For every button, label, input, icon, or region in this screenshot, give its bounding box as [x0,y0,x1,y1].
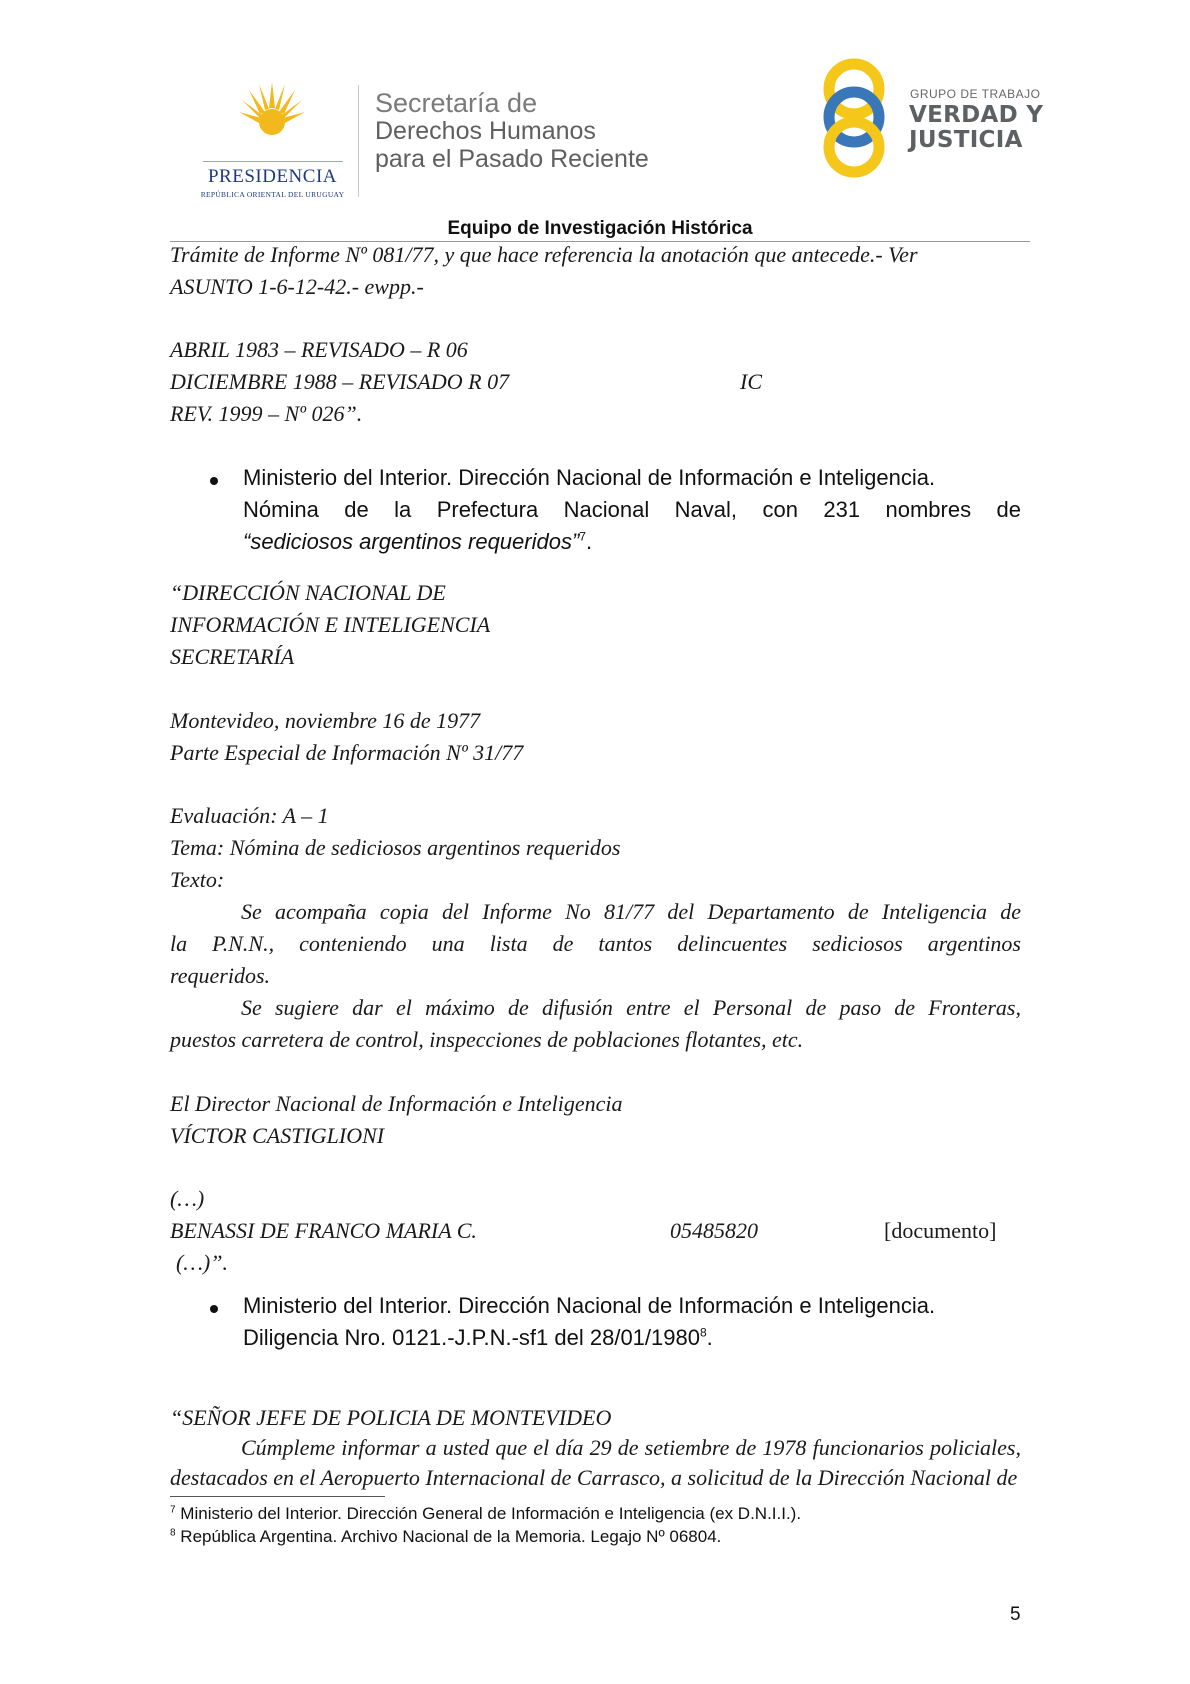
revision-line3: REV. 1999 – Nº 026”. [170,401,363,426]
list-row-document: [documento] [884,1218,997,1243]
revision-ic: IC [740,369,762,394]
bullet-1 [210,477,218,485]
q1-par1-line2: la P.N.N., conteniendo una lista de tantos delincuentes sediciosos argentinos [170,931,1021,956]
footnote-ref-8[interactable]: 8 [699,1325,707,1340]
q1-line1: “DIRECCIÓN NACIONAL DE [170,580,446,605]
revision-line1: ABRIL 1983 – REVISADO – R 06 [170,337,468,362]
bullet2-text: Diligencia Nro. 0121.-J.P.N.-sf1 del 28/01/1980 [243,1325,700,1350]
q1-line3: SECRETARÍA [170,644,295,669]
bullet-2 [210,1305,218,1313]
grupo-big-label-1: VERDAD Y [909,102,1044,128]
presidencia-subtitle: REPÚBLICA ORIENTAL DEL URUGUAY [200,190,345,199]
list-row-number: 05485820 [670,1218,758,1243]
ellipsis-1: (…) [170,1186,205,1211]
presidencia-logo [195,80,350,200]
q1-texto: Texto: [170,867,225,892]
bullet2-line1: Ministerio del Interior. Dirección Nacional de Información e Inteligencia. [243,1293,936,1318]
footnote-8-text: República Argentina. Archivo Nacional de la Memoria. Legajo Nº 06804. [180,1527,722,1546]
grupo-small-label: GRUPO DE TRABAJO [910,87,1041,101]
bullet1-quote: “sediciosos argentinos requeridos” [243,529,580,554]
secretaria-line2: Derechos Humanos [375,117,596,145]
list-row-name: BENASSI DE FRANCO MARIA C. [170,1218,477,1243]
q1-signature-title: El Director Nacional de Información e Inteligencia [170,1091,623,1116]
footnote-ref-7[interactable]: 7 [579,529,586,544]
q1-par1-line1: Se acompaña copia del Informe No 81/77 del Departamento de Inteligencia de [241,899,1021,924]
bullet1-line2: Nómina de la Prefectura Nacional Naval, con 231 nombres de [243,497,1021,522]
q1-parte: Parte Especial de Información Nº 31/77 [170,740,524,765]
team-title: Equipo de Investigación Histórica [447,218,753,239]
grupo-verdad-justicia-logo [820,55,1050,185]
footnote-8-num: 8 [170,1527,176,1539]
header-divider [358,85,359,197]
q2-line1: “SEÑOR JEFE DE POLICIA DE MONTEVIDEO [170,1405,612,1430]
q1-par2-line2: puestos carretera de control, inspecciones de poblaciones flotantes, etc. [170,1027,804,1052]
q1-date: Montevideo, noviembre 16 de 1977 [170,708,481,733]
presidencia-divider [203,161,343,162]
page-number: 5 [1010,1604,1021,1625]
revision-line2: DICIEMBRE 1988 – REVISADO R 07 [170,369,510,394]
secretaria-line1: Secretaría de [375,88,538,118]
presidencia-name: PRESIDENCIA [207,166,337,187]
q1-signature-name: VÍCTOR CASTIGLIONI [170,1123,385,1148]
grupo-big-label-2: JUSTICIA [909,127,1023,153]
ellipsis-2: (…)”. [176,1250,228,1275]
footnote-8 [170,1527,721,1547]
bullet2-line2: Diligencia Nro. 0121.-J.P.N.-sf1 del 28/01/1980$^8$. [243,1325,713,1350]
q1-par1-line3: requeridos. [170,963,271,988]
q1-line2: INFORMACIÓN E INTELIGENCIA [170,612,491,637]
footnote-7-text: Ministerio del Interior. Dirección General de Información e Inteligencia (ex D.N.I.I.). [180,1504,802,1523]
page-header [195,55,1044,205]
footnote-7-num: 7 [170,1504,176,1516]
sun-icon [237,80,307,150]
rings-icon [820,55,900,185]
secretaria-line3: para el Pasado Reciente [375,145,649,173]
q2-line3: destacados en el Aeropuerto Internacional de Carrasco, a solicitud de la Dirección Nacional de [170,1465,1018,1490]
footnote-7 [170,1504,801,1524]
q1-par2-line1: Se sugiere dar el máximo de difusión entre el Personal de paso de Fronteras, [241,995,1021,1020]
q1-tema: Tema: Nómina de sediciosos argentinos requeridos [170,835,621,860]
bullet1-line3: “sediciosos argentinos requeridos”$^7$. [243,529,593,554]
footnote-rule [170,1496,385,1497]
q1-eval: Evaluación: A – 1 [170,803,329,828]
secretaria-title [375,89,649,173]
bullet1-line1: Ministerio del Interior. Dirección Nacional de Información e Inteligencia. [243,465,936,490]
q2-line2: Cúmpleme informar a usted que el día 29 de setiembre de 1978 funcionarios policiales, [241,1435,1021,1460]
p1-line2: ASUNTO 1-6-12-42.- ewpp.- [170,274,424,299]
p1-line1: Trámite de Informe Nº 081/77, y que hace referencia la anotación que antecede.- Ver [170,242,918,267]
